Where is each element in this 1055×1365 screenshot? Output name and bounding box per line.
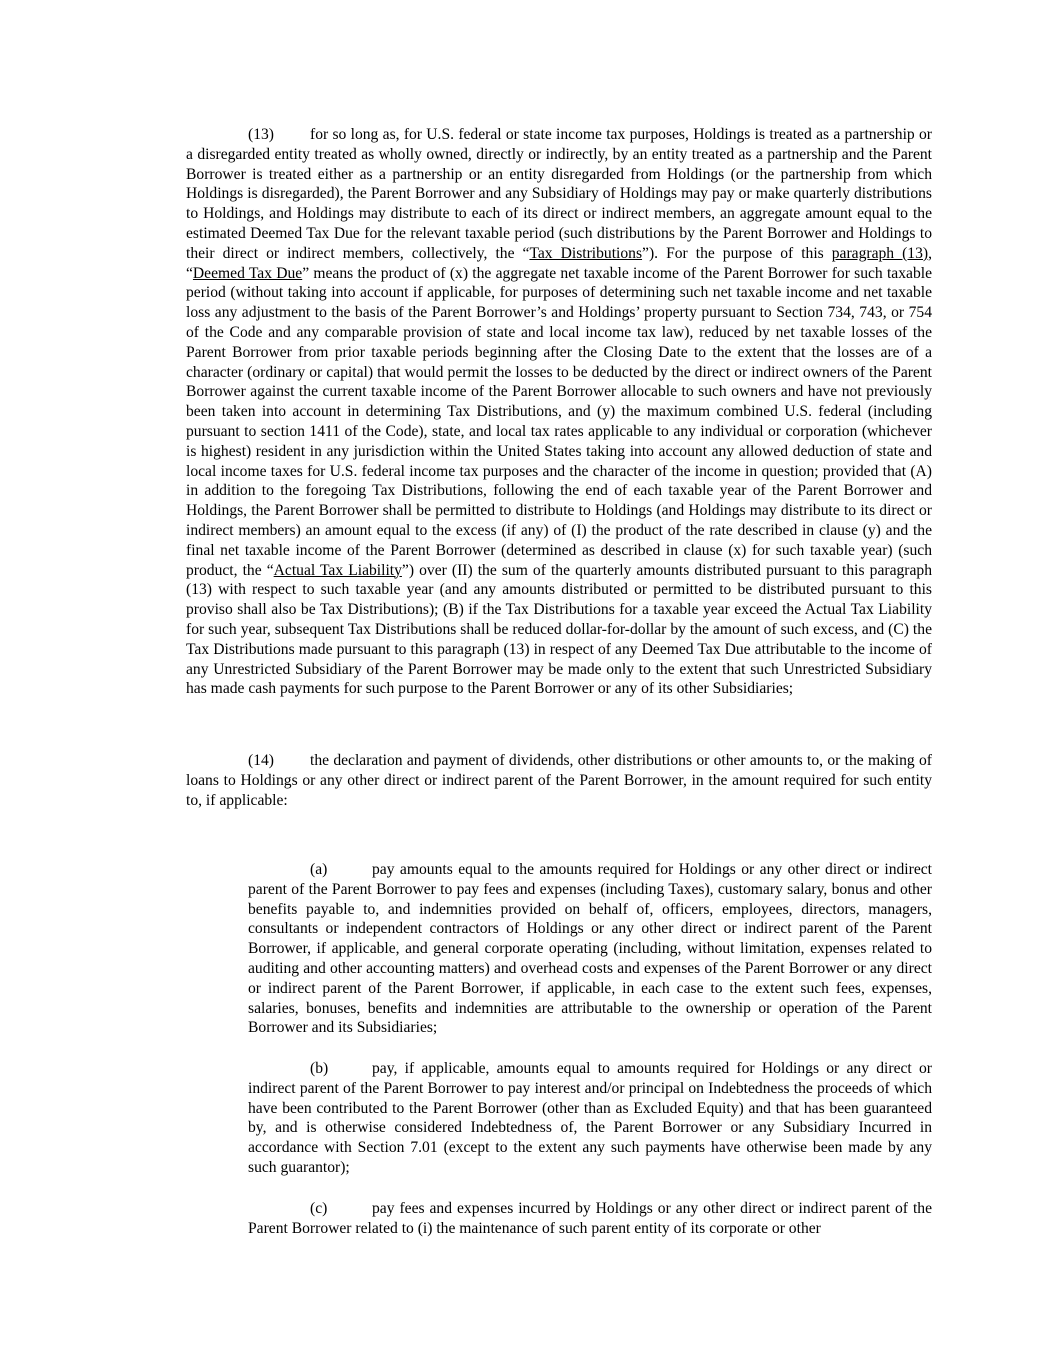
subparagraph-number: (a)	[310, 861, 328, 878]
paragraph-text: the declaration and payment of dividends, other distributions or other amounts to, or the making of loans to Holdings or any other direct or indirect parent of the Parent Borrower, in the amount required for such entity to, if applicable:	[186, 752, 932, 809]
paragraph-14	[186, 751, 932, 810]
defined-term-tax-distributions: Tax Distributions	[529, 244, 643, 262]
paragraph-text: for so long as, for U.S. federal or state income tax purposes, Holdings is treated as a partnership or a disregarded entity treated as wholly owned, directly or indirectly, by an entity treated as a partnership and the Parent Borrower is treated either as a partnership or an entity disregarded from Holdings (or the partnership from which Holdings is disregarded), the Parent Borrower and any Subsidiary of Holdings may pay or make quarterly distributions to Holdings, and Holdings may distribute to each of its direct or indirect members, an aggregate amount equal to the estimated Deemed Tax Due for the relevant taxable period (such distributions by the Parent Borrower and Holdings to their direct or indirect members, collectively, the “	[186, 126, 932, 262]
paragraph-text: ”) over (II) the sum of the quarterly amounts distributed pursuant to this paragraph (13) with respect to such taxable year (and any amounts distributed or permitted to be distributed pursuant to this proviso shall also be Tax Distributions); (B) if the Tax Distributions for a taxable year exceed the Actual Tax Liability for such year, subsequent Tax Distributions shall be reduced dollar-for-dollar by the amount of such excess, and (C) the Tax Distributions made pursuant to this paragraph (13) in respect of any Deemed Tax Due attributable to the income of any Unrestricted Subsidiary of the Parent Borrower may be made only to the extent that such Unrestricted Subsidiary has made cash payments for such purpose to the Parent Borrower or any of its other Subsidiaries;	[186, 561, 932, 698]
subparagraph-number: (c)	[310, 1200, 328, 1217]
paragraph-number: (13)	[248, 126, 274, 143]
defined-term-actual-tax-liability: Actual Tax Liability	[273, 561, 402, 579]
paragraph-text: ” means the product of (x) the aggregate net taxable income of the Parent Borrower for such taxable period (without taking into account if applicable, for purposes of determining such net taxable income and net taxable loss any adjustment to the basis of the Parent Borrower’s and Holdings’ property pursuant to Section 734, 743, or 754 of the Code and any comparable provision of state and local income tax law), reduced by net taxable losses of the Parent Borrower from prior taxable periods beginning after the Closing Date to the extent that the losses are of a character (ordinary or capital) that would permit the losses to be deducted by the direct or indirect owners of the Parent Borrower against the current taxable income of the Parent Borrower allocable to such owners and have not previously been taken into account in determining Tax Distributions, and (y) the maximum combined U.S. federal (including pursuant to section 1411 of the Code), state, and local tax rates applicable to any individual or corporation (whichever is highest) resident in any jurisdiction within the United States taking into account any allowed deduction of state and local income taxes for U.S. federal income tax purposes and the character of the income in question; provided that (A) in addition to the foregoing Tax Distributions, following the end of each taxable year of the Parent Borrower and Holdings, the Parent Borrower shall be permitted to distribute to Holdings (and Holdings may distribute to its direct or indirect members) an amount equal to the excess (if any) of (I) the product of the rate described in clause (y) and the final net taxable income of the Parent Borrower (determined as described in clause (x) for such taxable year) (such product, the “	[186, 264, 932, 579]
paragraph-13	[186, 125, 932, 699]
paragraph-text: ”). For the purpose of this	[642, 244, 832, 262]
cross-reference-paragraph-13: paragraph (13)	[831, 244, 929, 262]
paragraph-number: (14)	[248, 752, 274, 769]
subparagraph-text: pay, if applicable, amounts equal to amounts required for Holdings or any direct or indirect parent of the Parent Borrower to pay interest and/or principal on Indebtedness the proceeds of which have been contributed to the Parent Borrower (other than as Excluded Equity) and that has been guaranteed by, and is otherwise considered Indebtedness of, the Parent Borrower or any Subsidiary Incurred in accordance with Section 7.01 (except to the extent any such payments have otherwise been made by any such guarantor);	[248, 1060, 932, 1176]
subparagraph-b	[248, 1059, 932, 1178]
defined-term-deemed-tax-due: Deemed Tax Due	[192, 264, 303, 282]
subparagraph-a	[248, 860, 932, 1038]
subparagraph-text: pay fees and expenses incurred by Holdings or any other direct or indirect parent of the Parent Borrower related to (i) the maintenance of such parent entity of its corporate or other	[248, 1200, 932, 1237]
subparagraph-number: (b)	[310, 1060, 329, 1077]
subparagraph-c	[248, 1199, 932, 1239]
subparagraph-text: pay amounts equal to the amounts required for Holdings or any other direct or indirect parent of the Parent Borrower to pay fees and expenses (including Taxes), customary salary, bonus and other benefits payable to, and indemnities provided on behalf of, officers, employees, directors, managers, consultants or independent contractors of Holdings or any other direct or indirect parent of the Parent Borrower, if applicable, and general corporate operating (including, without limitation, expenses related to auditing and other accounting matters) and overhead costs and expenses of the Parent Borrower or any direct or indirect parent of the Parent Borrower, if applicable, in each case to the extent such fees, expenses, salaries, bonuses, benefits and indemnities are attributable to the ownership or operation of the Parent Borrower and its Subsidiaries;	[248, 861, 932, 1037]
paragraph-text: , “	[186, 244, 932, 282]
